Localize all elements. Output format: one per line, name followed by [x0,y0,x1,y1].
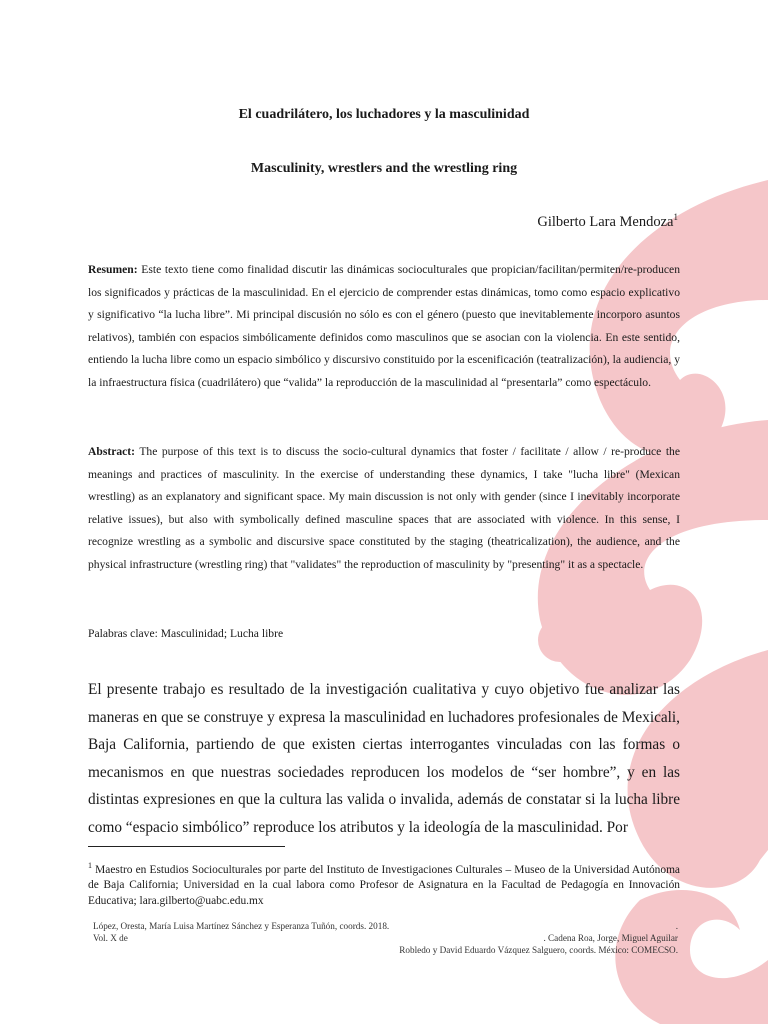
author-line [537,212,678,231]
citation-right-line2: Robledo y David Eduardo Vázquez Salguero, coords. México: COMECSO. [399,945,678,955]
citation-right [399,920,678,956]
citation-left-line1: López, Oresta, María Luisa Martínez Sánchez y Esperanza Tuñón, coords. 2018. [93,921,390,931]
resumen-paragraph [88,259,680,395]
footnote-text: Maestro en Estudios Socioculturales por parte del Instituto de Investigaciones Culturales – Museo de la Universidad Autónoma de Baja California; Universidad en la cual labora como Profesor de Asignatura en la Facultad de Pedagogía en Innovación Educativa; lara.gilberto@uabc.edu.mx [88,863,680,907]
body-paragraph: El presente trabajo es resultado de la investigación cualitativa y cuyo objetivo fue analizar las maneras en que se construye y expresa la masculinidad en luchadores profesionales de Mexicali, Baja California, partiendo de que existen ciertas interrogantes vinculadas con las formas o mecanismos en que nuestras sociedades reproducen los modelos de “ser hombre”, y en las distintas expresiones en que la cultura las valida o invalida, además de constatar si la lucha libre como “espacio simbólico” reproduce los atributos y la ideología de la masculinidad. Por [88,681,680,836]
resumen-text: Este texto tiene como finalidad discutir las dinámicas socioculturales que propician/facilitan/permiten/re-producen los significados y prácticas de la masculinidad. En el ejercicio de comprender estas dinámicas, tomo como espacio explicativo y significativo “la lucha libre”. Mi principal discusión no sólo es con el género (puesto que inevitablemente incorporo asuntos relativos), también con espacios simbólicamente definidos como masculinos que se asocian con la violencia. En este sentido, entiendo la lucha libre como un espacio simbólico y discursivo constituido por la escenificación (teatralización), la audiencia, y la infraestructura física (cuadrilátero) que “valida” la reproducción de la masculinidad al “presentarla” como espectáculo. [88,263,680,389]
citation-right-line1: . Cadena Roa, Jorge, Miguel Aguilar [543,933,678,943]
footnote [88,858,680,909]
footnote-rule [88,846,285,847]
abstract-label: Abstract: [88,445,136,458]
author-name: Gilberto Lara Mendoza [537,213,674,230]
citation-left [93,920,389,944]
citation-right-line0: . [675,921,678,931]
resumen-label: Resumen: [88,263,138,276]
abstract-paragraph [88,441,680,577]
author-footnote-mark: 1 [673,212,678,222]
title-english: Masculinity, wrestlers and the wrestling ring [250,161,518,176]
abstract-text: The purpose of this text is to discuss the socio-cultural dynamics that foster / facilitate / allow / re-produce the meanings and practices of masculinity. In the exercise of understanding these dynamics, I take "lucha libre" (Mexican wrestling) as an explanatory and significant space. My main discussion is not only with gender (since I inevitably incorporate relative issues), but also with symbolically defined masculine spaces that are associated with violence. In this sense, I recognize wrestling as a symbolic and discursive space constituted by the staging (theatricalization), the audience, and the physical infrastructure (wrestling ring) that "validates" the reproduction of masculinity by "presenting" it as a spectacle. [88,445,680,571]
footnote-mark: 1 [88,861,92,870]
citation-left-line2: Vol. X de [93,933,128,943]
keywords: Palabras clave: Masculinidad; Lucha libre [88,627,284,640]
title-spanish: El cuadrilátero, los luchadores y la masculinidad [238,107,530,122]
